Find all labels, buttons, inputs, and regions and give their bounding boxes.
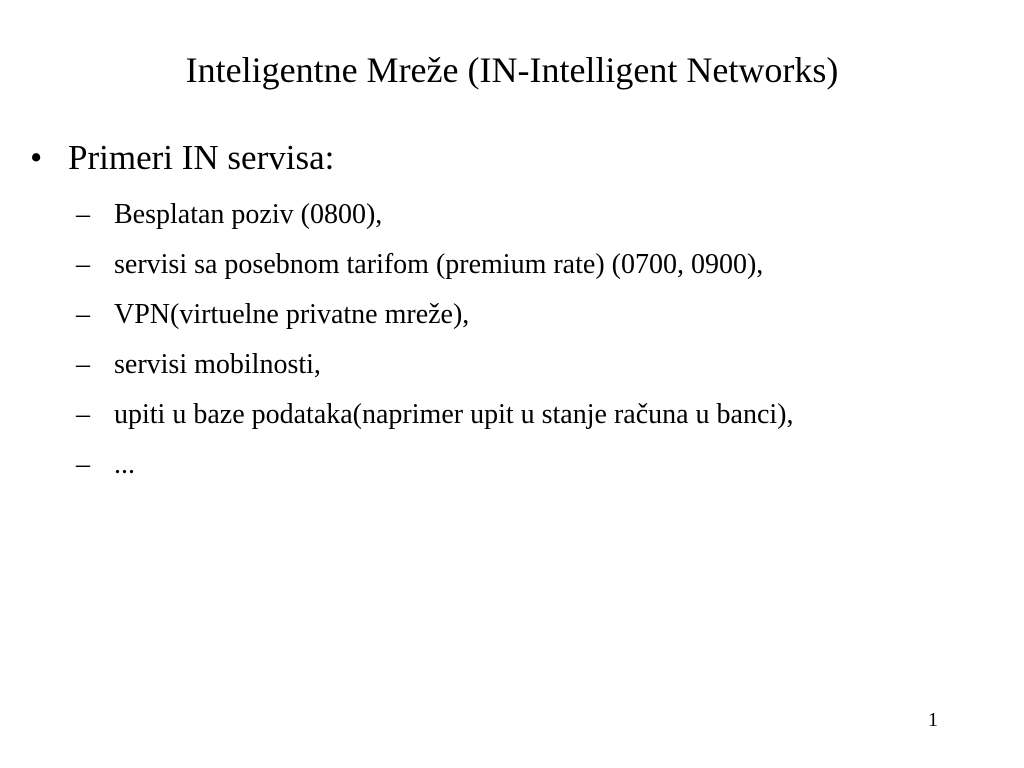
dash-marker: – <box>76 249 90 280</box>
sub-bullet-text: Besplatan poziv (0800), <box>114 199 383 230</box>
main-bullet-text: Primeri IN servisa: <box>68 138 335 177</box>
sub-bullet-item <box>76 340 794 390</box>
sub-bullet-item <box>76 440 794 490</box>
page-number: 1 <box>928 709 938 731</box>
sub-bullet-text: VPN(virtuelne privatne mreže), <box>114 299 470 330</box>
dash-marker: – <box>76 349 90 380</box>
main-bullet <box>30 136 334 180</box>
dash-marker: – <box>76 449 90 480</box>
sub-bullet-item <box>76 240 794 290</box>
dash-marker: – <box>76 299 90 330</box>
sub-bullet-item <box>76 290 794 340</box>
sub-bullet-text: ... <box>114 449 135 480</box>
sub-bullet-list <box>76 190 794 490</box>
dash-marker: – <box>76 199 90 230</box>
bullet-marker: • <box>30 138 43 177</box>
sub-bullet-item <box>76 190 794 240</box>
sub-bullet-text: servisi sa posebnom tarifom (premium rate) (0700, 0900), <box>114 249 764 280</box>
sub-bullet-text: servisi mobilnosti, <box>114 349 321 380</box>
sub-bullet-item <box>76 390 794 440</box>
slide-title: Inteligentne Mreže (IN-Intelligent Networks) <box>185 50 839 90</box>
sub-bullet-text: upiti u baze podataka(naprimer upit u stanje računa u banci), <box>114 399 794 430</box>
dash-marker: – <box>76 399 90 430</box>
